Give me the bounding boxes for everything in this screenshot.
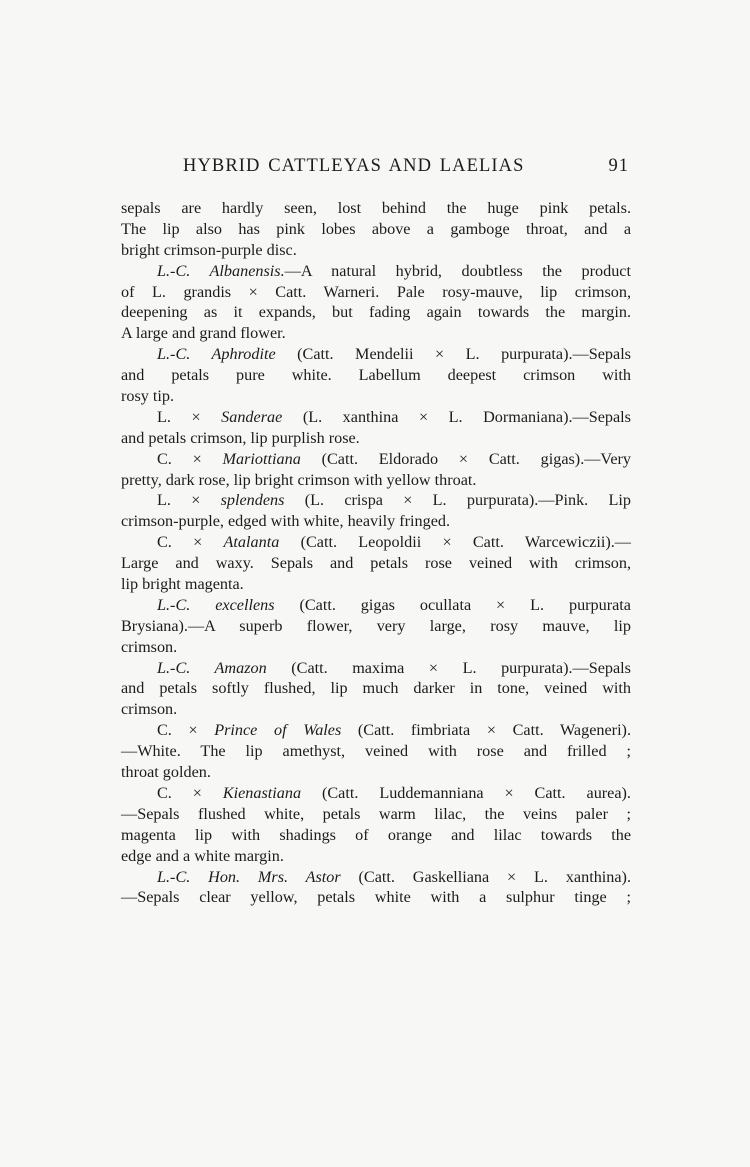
hybrid-name: L.-C. Aphrodite	[157, 345, 276, 364]
text-run: L. ×	[157, 407, 222, 426]
text-run: lip bright magenta.	[121, 575, 244, 594]
text-run: edge and a white margin.	[121, 846, 284, 865]
text-line	[121, 720, 631, 741]
text-run: pretty, dark rose, lip bright crimson with yellow throat.	[121, 470, 477, 489]
text-run: bright crimson-purple disc.	[121, 240, 297, 259]
text-line	[121, 804, 631, 825]
text-run: C. ×	[157, 783, 223, 802]
text-run: (Catt. Mendelii × L. purpurata).—Sepals	[275, 345, 631, 364]
text-line	[121, 428, 631, 449]
text-line	[121, 887, 631, 908]
text-line	[121, 386, 631, 407]
text-run: Brysiana).—A superb flower, very large, rosy mauve, lip	[121, 616, 631, 635]
text-run: sepals are hardly seen, lost behind the huge pink petals.	[121, 199, 631, 217]
text-line	[121, 637, 631, 658]
text-run: The lip also has pink lobes above a gamboge throat, and a	[121, 219, 631, 238]
text-run: Large and waxy. Sepals and petals rose veined with crimson,	[121, 554, 631, 573]
text-line	[121, 574, 631, 595]
text-run: (Catt. Eldorado × Catt. gigas).—Very	[300, 449, 631, 468]
hybrid-name: Mariottiana	[222, 449, 301, 468]
hybrid-name: L.-C. Albanensis.	[157, 261, 285, 280]
text-line	[121, 699, 631, 720]
text-line	[121, 741, 631, 762]
hybrid-name: Prince of Wales	[214, 721, 342, 740]
text-run: —Sepals clear yellow, petals white with a sulphur tinge ;	[121, 888, 631, 907]
text-line	[121, 449, 631, 470]
text-run: and petals pure white. Labellum deepest crimson with	[121, 366, 631, 385]
text-line	[121, 490, 631, 511]
text-run: magenta lip with shadings of orange and lilac towards the	[121, 825, 631, 844]
text-run: of L. grandis × Catt. Warneri. Pale rosy-mauve, lip crimson,	[121, 282, 631, 301]
text-line	[121, 511, 631, 532]
body-text	[121, 198, 631, 908]
text-run: —A natural hybrid, doubtless the product	[284, 261, 631, 280]
text-line	[121, 323, 631, 344]
text-run: (L. crispa × L. purpurata).—Pink. Lip	[284, 491, 631, 510]
text-line	[121, 595, 631, 616]
text-line	[121, 240, 631, 261]
text-run: C. ×	[157, 533, 224, 552]
text-run: —White. The lip amethyst, veined with rose and frilled ;	[121, 742, 631, 761]
page-number: 91	[608, 156, 629, 176]
text-run: (Catt. fimbriata × Catt. Wageneri).	[341, 721, 631, 740]
text-run: crimson.	[121, 637, 178, 656]
text-run: L. ×	[157, 491, 221, 510]
hybrid-name: L.-C. excellens	[157, 595, 275, 614]
text-run: crimson-purple, edged with white, heavily fringed.	[121, 512, 451, 531]
text-run: rosy tip.	[121, 387, 175, 406]
text-line	[121, 261, 631, 282]
text-run: A large and grand flower.	[121, 324, 286, 343]
hybrid-name: Kienastiana	[222, 783, 302, 802]
text-line	[121, 762, 631, 783]
hybrid-name: Sanderae	[221, 407, 283, 426]
text-line	[121, 678, 631, 699]
hybrid-name: L.-C. Hon. Mrs. Astor	[157, 867, 341, 886]
text-line	[121, 198, 631, 219]
text-run: crimson.	[121, 700, 178, 719]
text-line	[121, 407, 631, 428]
text-line	[121, 846, 631, 867]
text-run: —Sepals flushed white, petals warm lilac, the veins paler ;	[121, 804, 631, 823]
text-run: and petals crimson, lip purplish rose.	[121, 428, 360, 447]
text-line	[121, 616, 631, 637]
text-line	[121, 282, 631, 303]
text-line	[121, 365, 631, 386]
text-run: (Catt. Gaskelliana × L. xanthina).	[340, 867, 631, 886]
text-run: deepening as it expands, but fading again towards the margin.	[121, 303, 631, 322]
text-run: C. ×	[157, 721, 215, 740]
text-line	[121, 867, 631, 888]
text-run: (Catt. maxima × L. purpurata).—Sepals	[266, 658, 631, 677]
text-run: throat golden.	[121, 763, 211, 782]
text-line	[121, 344, 631, 365]
text-line	[121, 470, 631, 491]
text-line	[121, 658, 631, 679]
text-line	[121, 783, 631, 804]
text-run: (Catt. Leopoldii × Catt. Warcewiczii).—	[279, 533, 631, 552]
text-line	[121, 219, 631, 240]
text-run: C. ×	[157, 449, 223, 468]
text-run: (Catt. gigas ocullata × L. purpurata	[274, 595, 631, 614]
text-line	[121, 553, 631, 574]
text-run: and petals softly flushed, lip much darker in tone, veined with	[121, 679, 631, 698]
text-line	[121, 302, 631, 323]
text-line	[121, 825, 631, 846]
hybrid-name: splendens	[220, 491, 285, 510]
text-line	[121, 532, 631, 553]
text-run: (Catt. Luddemanniana × Catt. aurea).	[301, 783, 631, 802]
text-run: (L. xanthina × L. Dormaniana).—Sepals	[282, 407, 631, 426]
hybrid-name: L.-C. Amazon	[157, 658, 267, 677]
hybrid-name: Atalanta	[223, 533, 280, 552]
running-title: HYBRID CATTLEYAS AND LAELIAS	[183, 156, 525, 176]
page-header	[183, 156, 629, 186]
